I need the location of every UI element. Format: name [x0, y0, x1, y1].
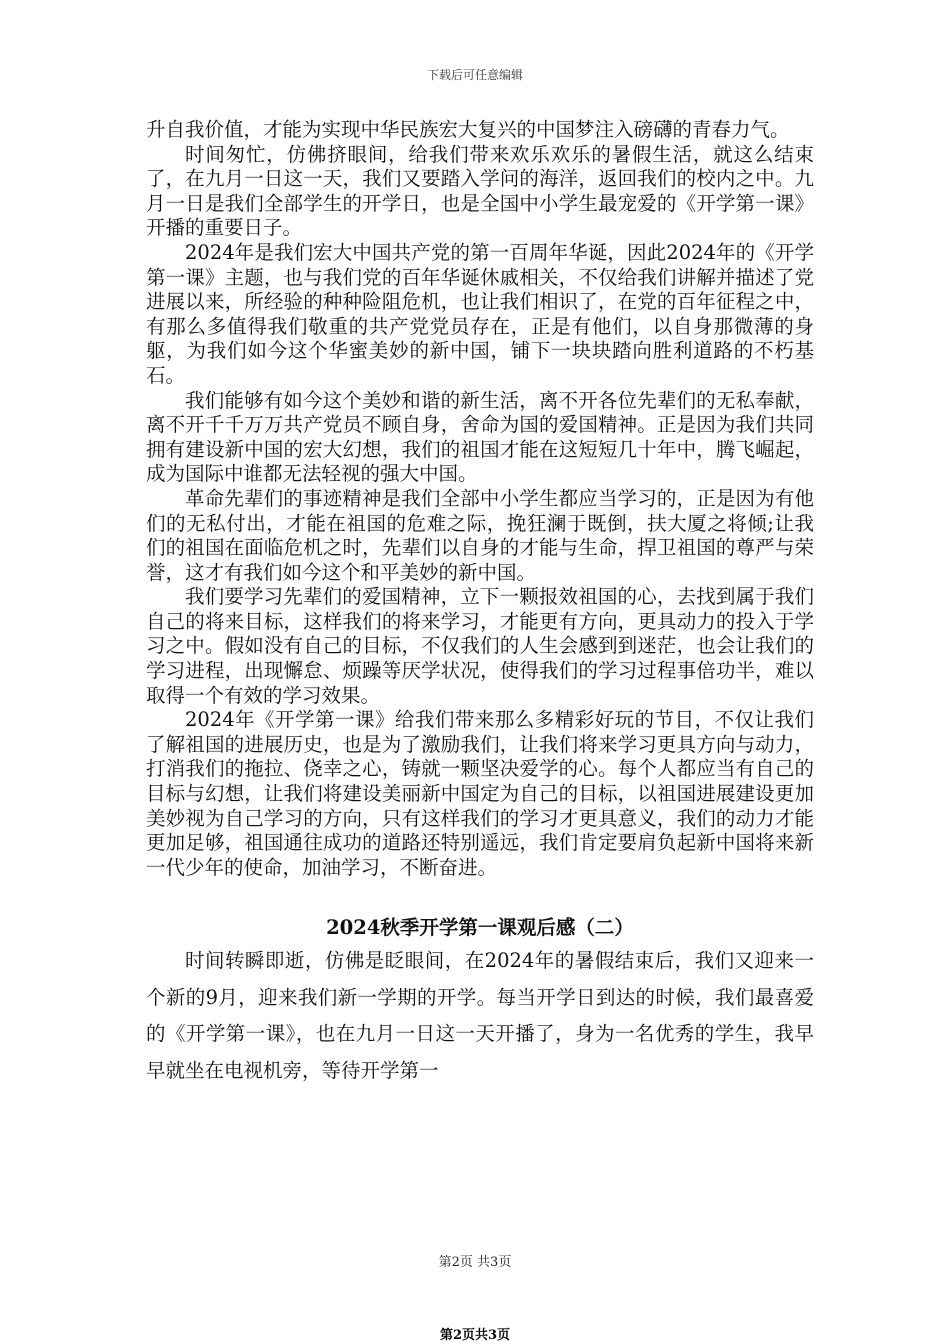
section-paragraph: 时间转瞬即逝，仿佛是眨眼间，在2024年的暑假结束后，我们又迎来一个新的9月，迎来我们新一学期的开学。每当开学日到达的时候，我们最喜爱的《开学第一课》，也在九月一日这一天开播了，身为一名优秀的学生，我早早就坐在电视机旁，等待开学第一 — [146, 949, 814, 1082]
paragraph-3: 2024年是我们宏大中国共产党的第一百周年华诞，因此2024年的《开学第一课》主题，也与我们党的百年华诞休戚相关，不仅给我们讲解并描述了党进展以来，所经验的种种险阻危机，也让我们相识了，在党的百年征程之中，有那么多值得我们敬重的共产党党员存在，正是有他们，以自身那微薄的身躯，为我们如今这个华蜜美妙的新中国，铺下一块块踏向胜利道路的不朽基石。 — [146, 240, 814, 387]
paragraph-5: 革命先辈们的事迹精神是我们全部中小学生都应当学习的，正是因为有他们的无私付出，才能在祖国的危难之际，挽狂澜于既倒，扶大厦之将倾;让我们的祖国在面临危机之时，先辈们以自身的才能与生命，捍卫祖国的尊严与荣誉，这才有我们如今这个和平美妙的新中国。 — [146, 486, 814, 584]
section-title: 2024秋季开学第一课观后感（二） — [326, 916, 634, 940]
page-header: 下载后可任意编辑 — [426, 68, 523, 82]
paragraph-2: 时间匆忙，仿佛挤眼间，给我们带来欢乐欢乐的暑假生活，就这么结束了，在九月一日这一天，我们又要踏入学问的海洋，返回我们的校内之中。九月一日是我们全部学生的开学日，也是全国中小学生最宠爱的《开学第一课》开播的重要日子。 — [146, 142, 814, 240]
paragraph-7: 2024年《开学第一课》给我们带来那么多精彩好玩的节目，不仅让我们了解祖国的进展历史，也是为了激励我们，让我们将来学习更具方向与动力，打消我们的拖拉、侥幸之心，铸就一颗坚决爱学的心。每个人都应当有自己的目标与幻想，让我们将建设美丽新中国定为自己的目标，以祖国进展建设更加美妙视为自己学习的方向，只有这样我们的学习才更具意义，我们的动力才能更加足够，祖国通往成功的道路还特别遥远，我们肯定要肩负起新中国将来新一代少年的使命，加油学习，不断奋进。 — [146, 708, 814, 879]
page-footer: 第2页 共3页 — [438, 1255, 512, 1270]
paragraph-4: 我们能够有如今这个美妙和谐的新生活，离不开各位先辈们的无私奉献，离不开千千万万共产党员不顾自身，舍命为国的爱国精神。正是因为我们共同拥有建设新中国的宏大幻想，我们的祖国才能在这短短几十年中，腾飞崛起，成为国际中谁都无法轻视的强大中国。 — [146, 388, 814, 486]
paragraph-6: 我们要学习先辈们的爱国精神，立下一颗报效祖国的心，去找到属于我们自己的将来目标，这样我们的将来学习，才能更有方向，更具动力的投入于学习之中。假如没有自己的目标，不仅我们的人生会感到到迷茫，也会让我们的学习进程，出现懈怠、烦躁等厌学状况，使得我们的学习过程事倍功半，难以取得一个有效的学习效果。 — [146, 585, 814, 707]
paragraph-1: 升自我价值，才能为实现中华民族宏大复兴的中国梦注入磅礴的青春力气。 — [146, 118, 790, 141]
document-body — [146, 118, 814, 1089]
page-footer-bold: 第2页共3页 — [439, 1328, 511, 1343]
